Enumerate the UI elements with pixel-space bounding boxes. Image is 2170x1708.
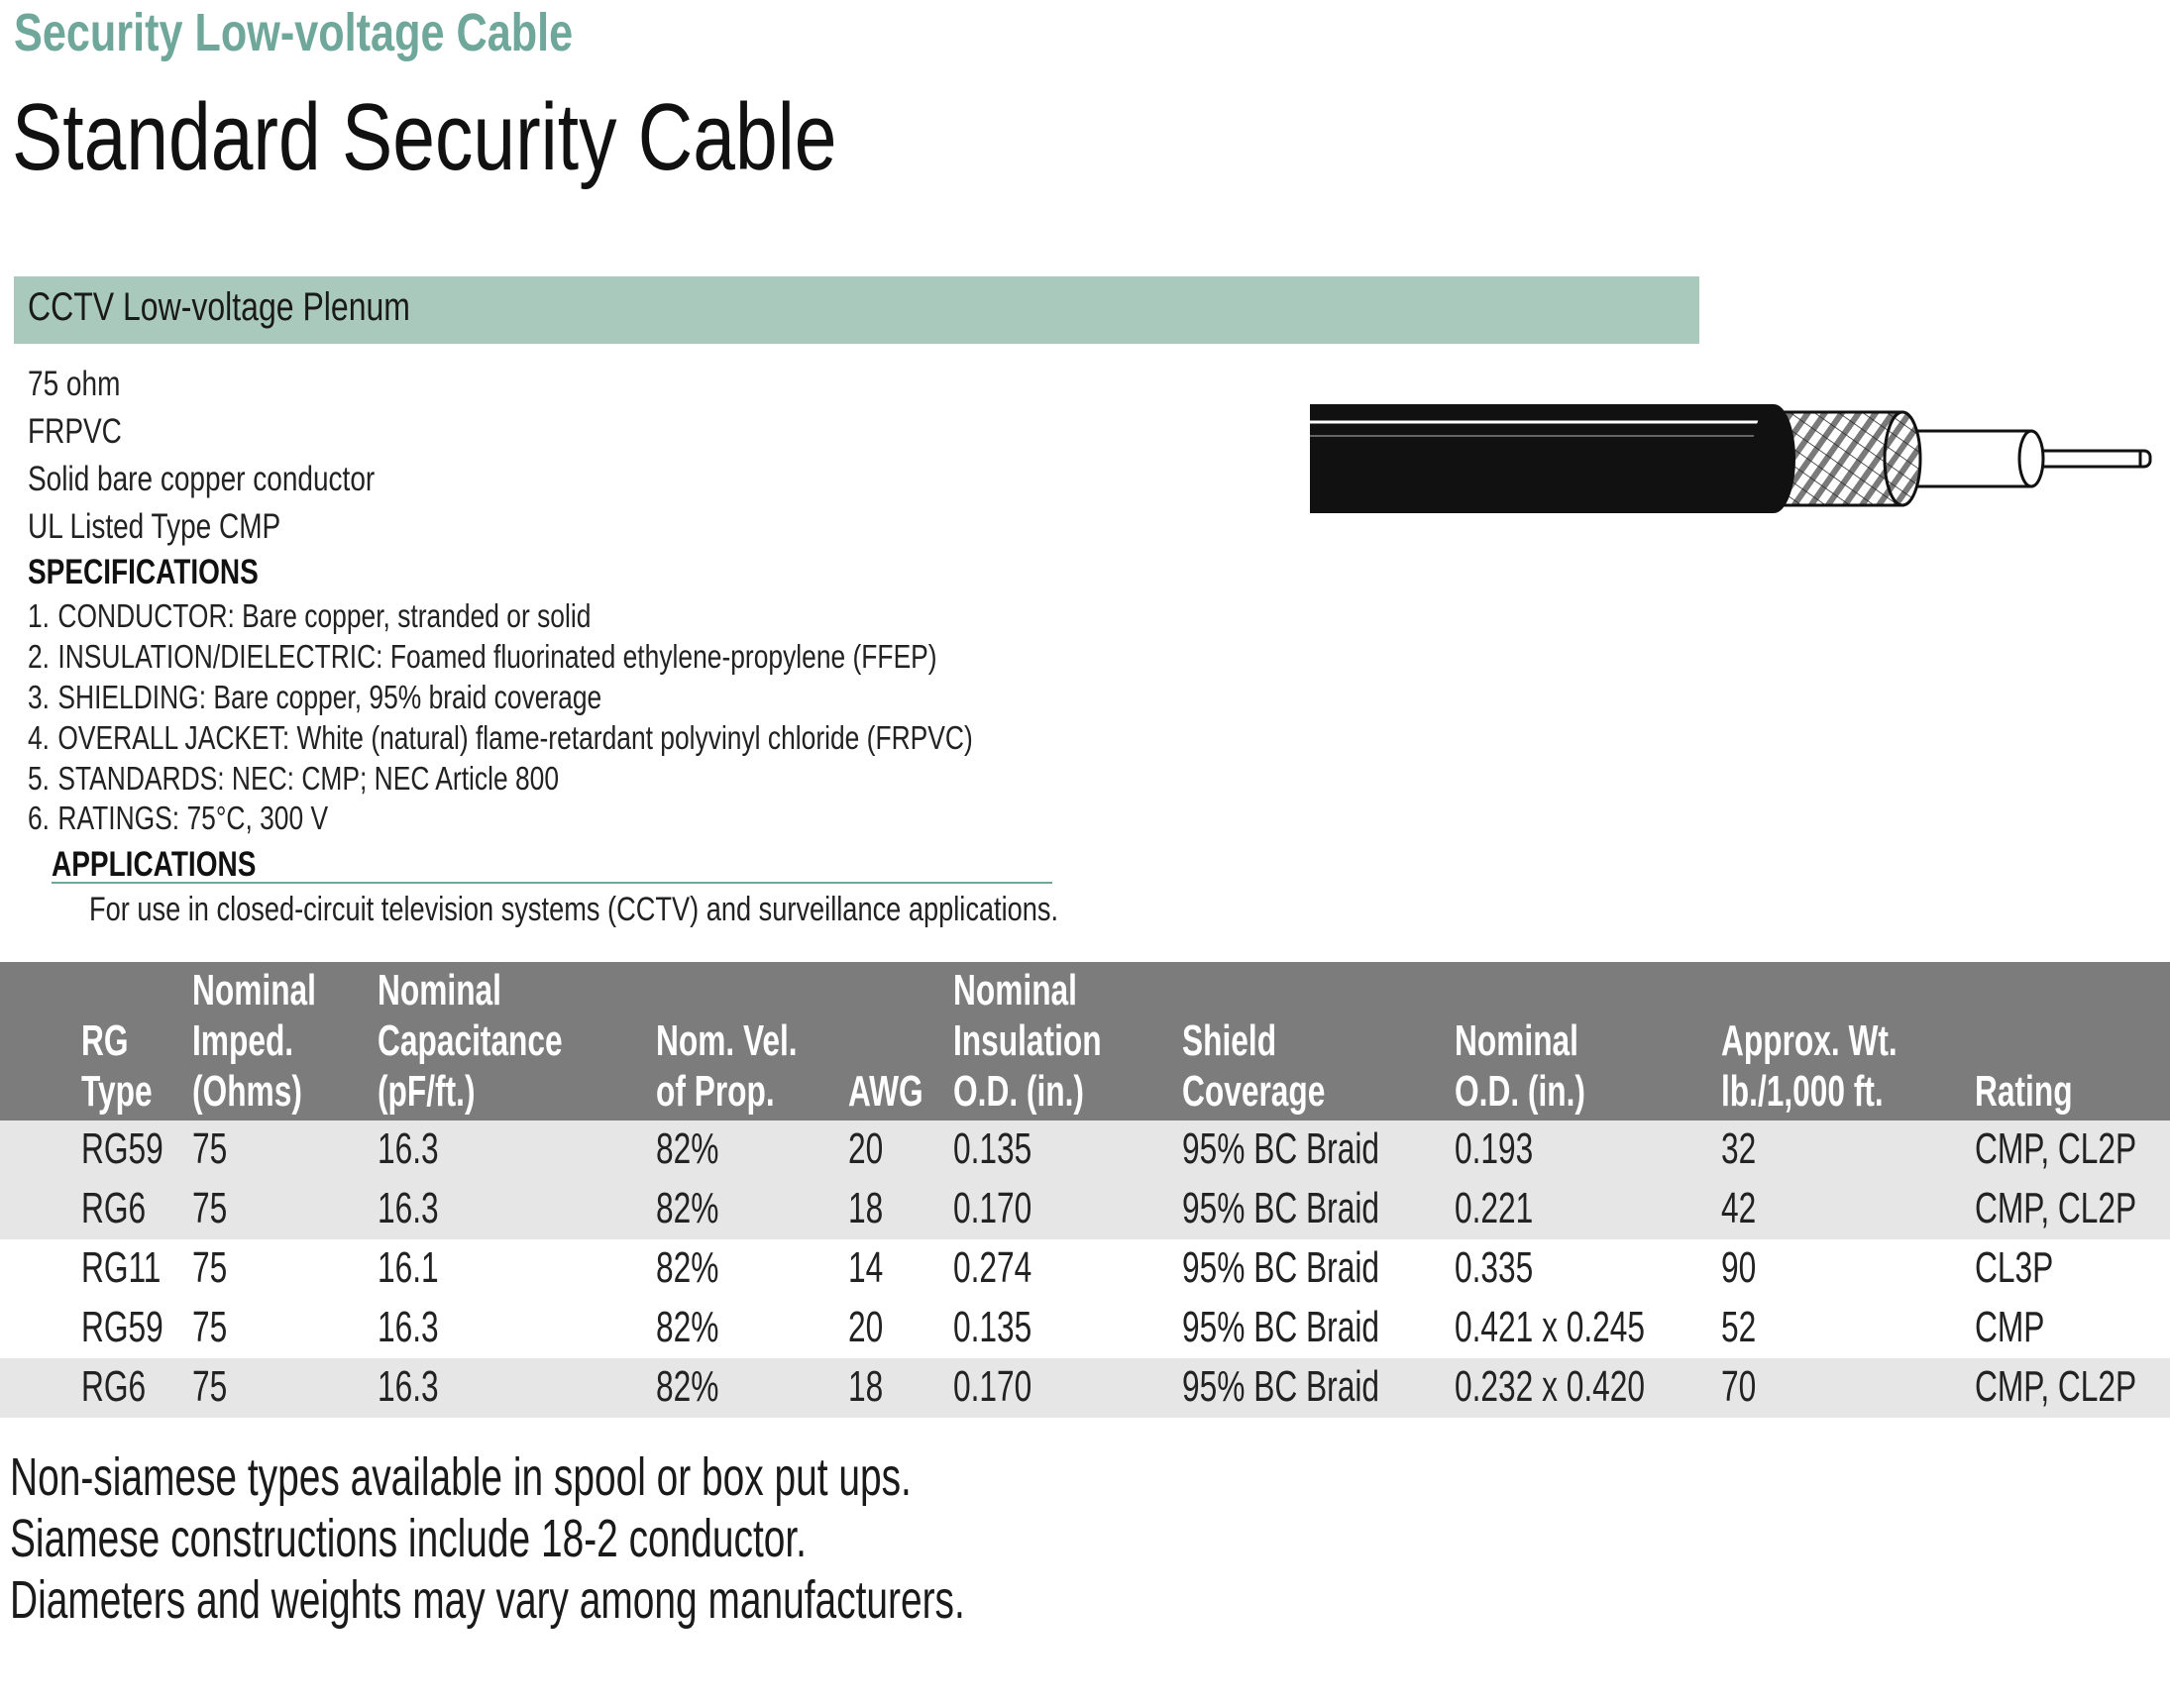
- applications-heading: APPLICATIONS: [52, 845, 257, 884]
- cell-weight: 52: [1721, 1303, 1757, 1351]
- cell-velocity: 82%: [656, 1243, 719, 1292]
- cell-od: 0.335: [1455, 1243, 1534, 1292]
- cell-capacitance: 16.3: [378, 1303, 439, 1351]
- cell-insulation-od: 0.274: [953, 1243, 1032, 1292]
- section-band-label: CCTV Low-voltage Plenum: [28, 285, 410, 329]
- column-header-insulation-od: Nominal Insulation O.D. (in.): [953, 966, 1102, 1116]
- cell-rg-type: RG59: [81, 1124, 163, 1173]
- table-row: [0, 1180, 2170, 1239]
- feature-item: Solid bare copper conductor: [28, 460, 376, 498]
- cell-velocity: 82%: [656, 1303, 719, 1351]
- column-header-weight: Approx. Wt. lb./1,000 ft.: [1721, 1016, 1898, 1116]
- cell-shield: 95% BC Braid: [1182, 1124, 1379, 1173]
- spec-item: 1. CONDUCTOR: Bare copper, stranded or solid: [28, 597, 592, 634]
- cell-rg-type: RG11: [81, 1243, 162, 1292]
- footnote: Diameters and weights may vary among manufacturers.: [10, 1570, 965, 1630]
- cell-weight: 42: [1721, 1184, 1757, 1232]
- cell-awg: 20: [848, 1303, 884, 1351]
- cell-rating: CMP, CL2P: [1975, 1362, 2137, 1411]
- category-label: Security Low-voltage Cable: [14, 3, 574, 62]
- cell-insulation-od: 0.170: [953, 1184, 1032, 1232]
- column-header-od: Nominal O.D. (in.): [1455, 1016, 1585, 1116]
- column-header-rating: Rating: [1975, 1067, 2073, 1116]
- column-header-rg-type: RG Type: [81, 1016, 153, 1116]
- cell-awg: 20: [848, 1124, 884, 1173]
- cell-insulation-od: 0.135: [953, 1303, 1032, 1351]
- cell-velocity: 82%: [656, 1362, 719, 1411]
- cell-insulation-od: 0.135: [953, 1124, 1032, 1173]
- cell-impedance: 75: [192, 1303, 228, 1351]
- cell-od: 0.221: [1455, 1184, 1534, 1232]
- cell-rg-type: RG59: [81, 1303, 163, 1351]
- cell-impedance: 75: [192, 1184, 228, 1232]
- table-row: [0, 1358, 2170, 1418]
- column-header-velocity: Nom. Vel. of Prop.: [656, 1016, 798, 1116]
- table-header: [0, 962, 2170, 1121]
- cell-rg-type: RG6: [81, 1362, 147, 1411]
- cell-weight: 32: [1721, 1124, 1757, 1173]
- cell-insulation-od: 0.170: [953, 1362, 1032, 1411]
- footnote: Siamese constructions include 18-2 conductor.: [10, 1509, 807, 1568]
- cell-rg-type: RG6: [81, 1184, 147, 1232]
- cell-weight: 70: [1721, 1362, 1757, 1411]
- cell-capacitance: 16.1: [378, 1243, 439, 1292]
- feature-item: FRPVC: [28, 412, 122, 451]
- feature-item: 75 ohm: [28, 365, 121, 403]
- cell-capacitance: 16.3: [378, 1124, 439, 1173]
- table-row: [0, 1121, 2170, 1180]
- cell-shield: 95% BC Braid: [1182, 1243, 1379, 1292]
- spec-item: 5. STANDARDS: NEC: CMP; NEC Article 800: [28, 760, 560, 797]
- spec-item: 2. INSULATION/DIELECTRIC: Foamed fluorinated ethylene-propylene (FFEP): [28, 638, 937, 675]
- cell-od: 0.232 x 0.420: [1455, 1362, 1646, 1411]
- cell-impedance: 75: [192, 1243, 228, 1292]
- applications-text: For use in closed-circuit television systems (CCTV) and surveillance applications.: [89, 891, 1059, 928]
- applications-rule: [52, 882, 1052, 884]
- cell-shield: 95% BC Braid: [1182, 1303, 1379, 1351]
- cell-rating: CMP: [1975, 1303, 2045, 1351]
- cell-rating: CL3P: [1975, 1243, 2054, 1292]
- spec-item: 4. OVERALL JACKET: White (natural) flame-retardant polyvinyl chloride (FRPVC): [28, 719, 973, 756]
- cell-rating: CMP, CL2P: [1975, 1184, 2137, 1232]
- cell-awg: 18: [848, 1184, 884, 1232]
- column-header-capacitance: Nominal Capacitance (pF/ft.): [378, 966, 563, 1116]
- cell-awg: 14: [848, 1243, 884, 1292]
- coaxial-cable-illustration: [1308, 396, 2160, 525]
- cell-od: 0.421 x 0.245: [1455, 1303, 1646, 1351]
- cell-weight: 90: [1721, 1243, 1757, 1292]
- page-title: Standard Security Cable: [12, 84, 837, 190]
- feature-item: UL Listed Type CMP: [28, 507, 281, 546]
- cell-capacitance: 16.3: [378, 1362, 439, 1411]
- spec-item: 6. RATINGS: 75°C, 300 V: [28, 800, 329, 836]
- cell-shield: 95% BC Braid: [1182, 1362, 1379, 1411]
- cell-od: 0.193: [1455, 1124, 1534, 1173]
- spec-item: 3. SHIELDING: Bare copper, 95% braid coverage: [28, 679, 602, 715]
- footnote: Non-siamese types available in spool or box put ups.: [10, 1447, 912, 1507]
- cell-shield: 95% BC Braid: [1182, 1184, 1379, 1232]
- cell-capacitance: 16.3: [378, 1184, 439, 1232]
- cell-velocity: 82%: [656, 1124, 719, 1173]
- column-header-impedance: Nominal Imped. (Ohms): [192, 966, 316, 1116]
- cell-impedance: 75: [192, 1362, 228, 1411]
- table-row: [0, 1239, 2170, 1299]
- column-header-awg: AWG: [848, 1067, 923, 1116]
- cell-awg: 18: [848, 1362, 884, 1411]
- cell-impedance: 75: [192, 1124, 228, 1173]
- cell-rating: CMP, CL2P: [1975, 1124, 2137, 1173]
- column-header-shield: Shield Coverage: [1182, 1016, 1326, 1116]
- table-row: [0, 1299, 2170, 1358]
- cell-velocity: 82%: [656, 1184, 719, 1232]
- specifications-heading: SPECIFICATIONS: [28, 553, 259, 591]
